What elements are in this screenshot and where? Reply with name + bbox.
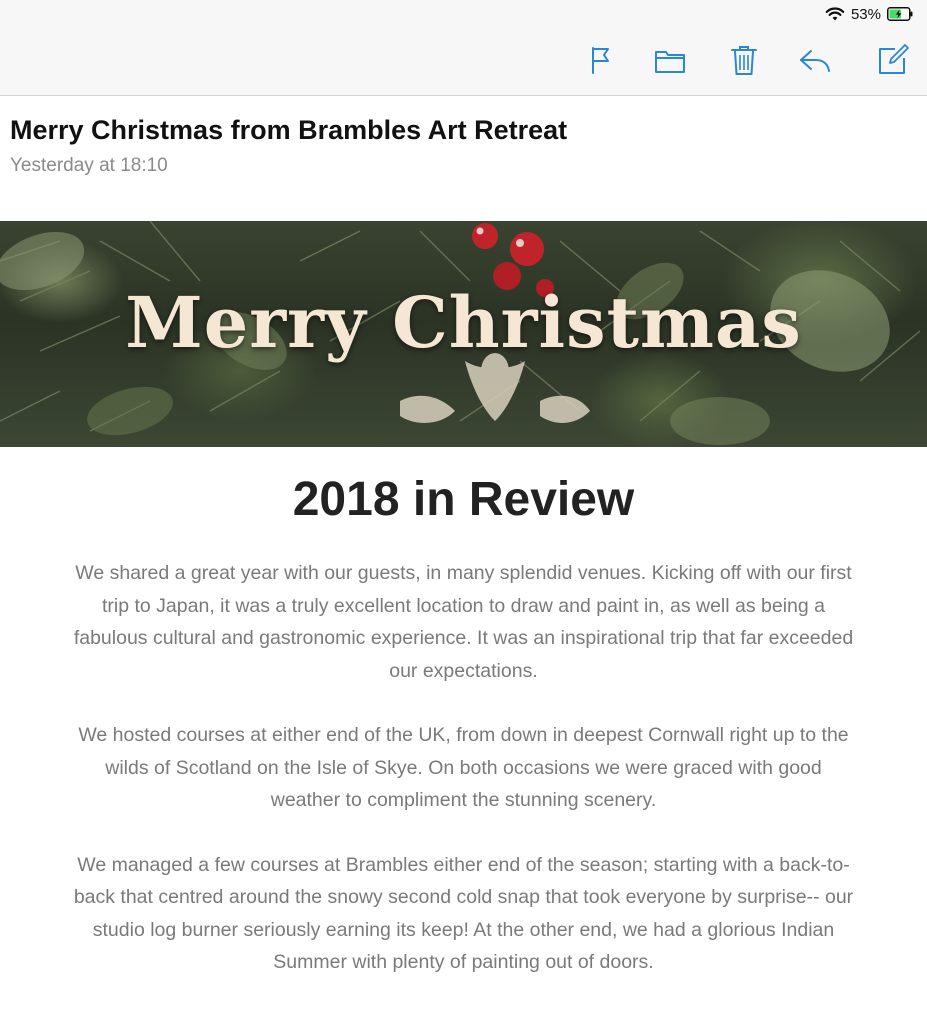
trash-icon [727, 43, 761, 77]
flag-button[interactable] [580, 40, 620, 80]
christmas-banner-image [0, 221, 927, 447]
content-heading: 2018 in Review [292, 473, 635, 526]
email-subject: Merry Christmas from Brambles Art Retreat [10, 115, 568, 145]
paragraph: We hosted courses at either end of the UK, from down in deepest Cornwall right up to the wilds of Scotland on the Isle of Skye. On both occasions we were graced with good weather to compliment the stunning scenery. [78, 724, 849, 811]
status-bar [825, 4, 913, 24]
move-to-folder-button[interactable] [650, 40, 690, 80]
message-toolbar [0, 40, 927, 80]
compose-button[interactable] [873, 40, 913, 80]
trash-button[interactable] [724, 40, 764, 80]
paragraph: We managed a few courses at Brambles either end of the season; starting with a back-to-back that centred around the snowy second cold snap that took everyone by surprise-- our studio log burner seriously earning its keep! At the other end, we had a glorious Indian Summer with plenty of painting out of doors. [73, 853, 854, 973]
reply-button[interactable] [795, 40, 835, 80]
email-date: Yesterday at 18:10 [10, 155, 168, 176]
compose-icon [876, 43, 910, 77]
reply-icon [798, 43, 832, 77]
top-bar [0, 0, 927, 96]
wifi-icon [825, 6, 845, 22]
flag-icon [583, 43, 617, 77]
paragraph: We shared a great year with our guests, in many splendid venues. Kicking off with our first trip to Japan, it was a truly excellent location to draw and paint in, as well as being a fabulous cultural and gastronomic experience. It was an inspirational trip that far exceeded our expectations. [73, 562, 854, 682]
battery-icon [887, 7, 913, 21]
banner-title: Merry Christmas [125, 281, 802, 364]
battery-percentage: 53% [850, 5, 881, 23]
email-body [68, 557, 859, 1011]
folder-icon [653, 43, 687, 77]
